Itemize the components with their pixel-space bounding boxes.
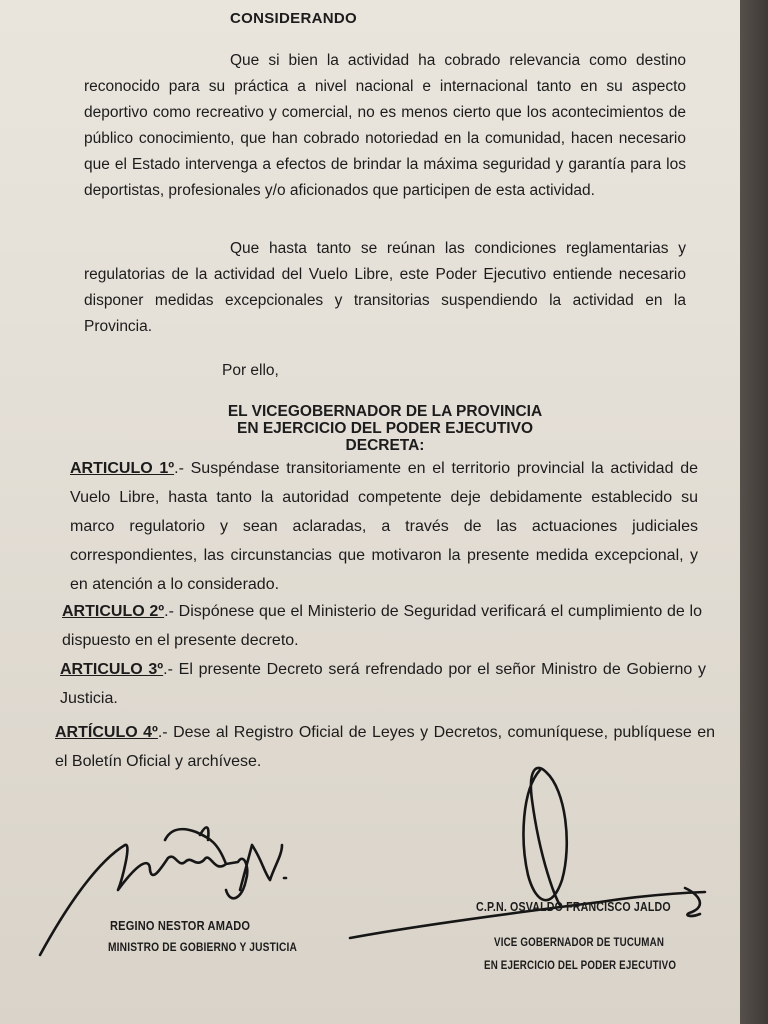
title-line-3: DECRETA:: [345, 437, 425, 454]
paragraph-2-text: Que hasta tanto se reúnan las condiciones reglamentarias y regulatorias de la actividad del Vuelo Libre, este Poder Ejecutivo entiende necesario disponer medidas excepcionales y transitorias suspendiendo la actividad en la Provincia.: [84, 240, 686, 335]
article-2-text: .- Dispónese que el Ministerio de Seguridad verificará el cumplimiento de lo dispuesto en el presente decreto.: [62, 603, 702, 649]
article-4-text: .- Dese al Registro Oficial de Leyes y Decretos, comuníquese, publíquese en el Boletín Oficial y archívese.: [55, 724, 716, 770]
right-signatory-role-1: VICE GOBERNADOR DE TUCUMAN: [494, 937, 665, 949]
right-signatory-role-2: EN EJERCICIO DEL PODER EJECUTIVO: [484, 960, 677, 972]
considerando-heading: CONSIDERANDO: [230, 10, 357, 27]
article-1-label: ARTICULO 1º: [70, 460, 175, 477]
left-signatory-name: REGINO NESTOR AMADO: [110, 918, 251, 933]
right-signatory-name: C.P.N. OSVALDO FRANCISCO JALDO: [476, 900, 671, 914]
article-3-text: .- El presente Decreto será refrendado por el señor Ministro de Gobierno y Justicia.: [60, 661, 707, 707]
title-line-1: EL VICEGOBERNADOR DE LA PROVINCIA: [227, 403, 543, 420]
left-signature-stroke: [40, 827, 286, 955]
title-line-2: EN EJERCICIO DEL PODER EJECUTIVO: [237, 420, 533, 437]
article-1-text: .- Suspéndase transitoriamente en el territorio provincial la actividad de Vuelo Libre, hasta tanto la autoridad competente deje debidamente establecido su marco regulatorio y sean aclaradas, a través de las actuaciones judiciales correspondientes, las circunstancias que motivaron la presente medida excepcional, y en atención a lo considerado.: [70, 460, 699, 593]
article-2-label: ARTICULO 2º: [62, 603, 165, 620]
desk-background: [740, 0, 768, 1024]
article-3-label: ARTICULO 3º: [60, 661, 164, 678]
paragraph-1-text: Que si bien la actividad ha cobrado relevancia como destino reconocido para su práctica a nivel nacional e internacional tanto en su aspecto deportivo como recreativo y comercial, no es menos cierto que los acontecimientos de público conocimiento, que han cobrado notoriedad en la comunidad, hacen necesario que el Estado intervenga a efectos de brindar la máxima seguridad y garantía para los deportistas, profesionales y/o aficionados que participen de esta actividad.: [84, 52, 686, 199]
article-4-label: ARTÍCULO 4º: [55, 724, 158, 741]
left-signatory-role: MINISTRO DE GOBIERNO Y JUSTICIA: [108, 940, 298, 954]
por-ello-text: Por ello,: [222, 362, 279, 379]
right-signature-loop: [524, 768, 567, 905]
